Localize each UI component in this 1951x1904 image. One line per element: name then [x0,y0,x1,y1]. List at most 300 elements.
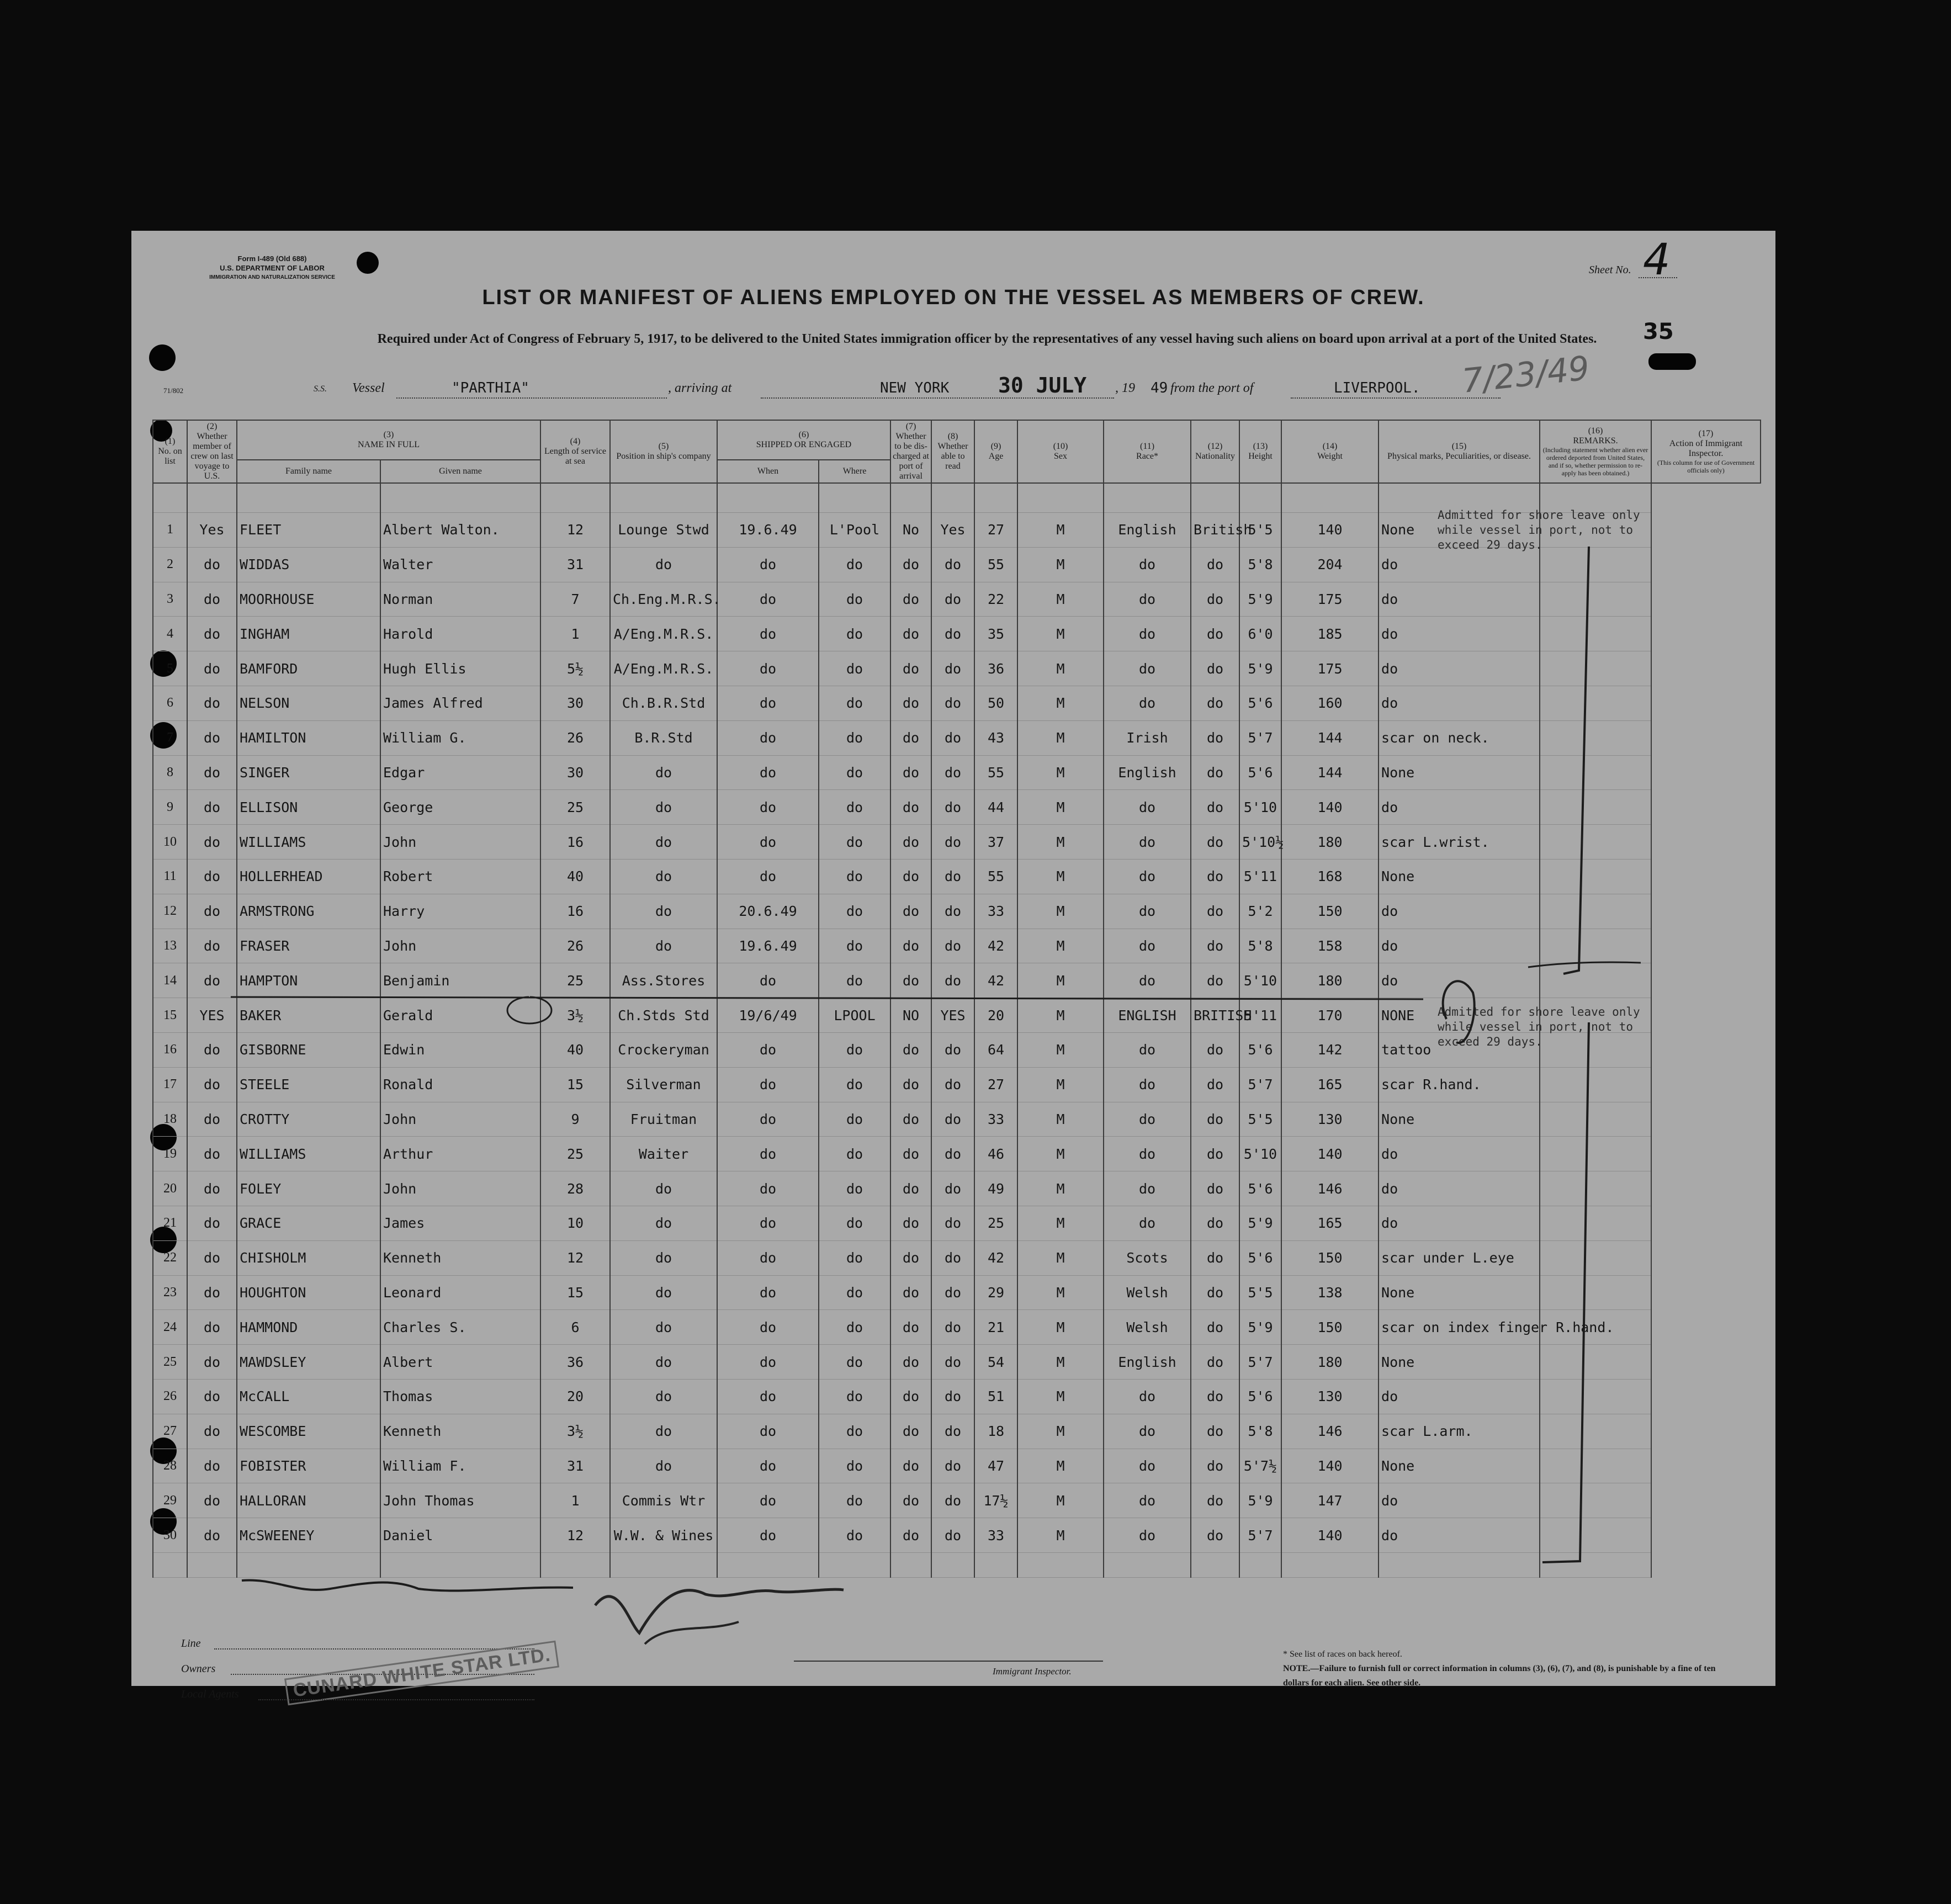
nationality-cell: do [1191,894,1239,929]
height-cell: 5'7 [1239,720,1281,755]
race-cell: do [1104,1518,1191,1553]
weight-cell: 147 [1281,1483,1379,1518]
age-cell: 50 [974,686,1017,720]
height-cell: 5'7 [1239,1518,1281,1553]
age-cell: 36 [974,651,1017,686]
shipped-where-cell: do [819,825,890,860]
age-cell: 35 [974,617,1017,651]
height-cell: 5'6 [1239,1240,1281,1275]
table-row [153,1240,1761,1275]
given-name-cell: John [380,929,540,963]
remarks-shore-leave-2: Admitted for shore leave only while vessel in port, not to exceed 29 days. [1438,1005,1640,1048]
table-row [153,617,1761,651]
remarks-cell [1540,1137,1651,1171]
discharged-cell: do [890,1310,931,1345]
service-cell: 1 [540,1483,610,1518]
race-cell: do [1104,1414,1191,1449]
nationality-cell: do [1191,1483,1239,1518]
given-name-cell: Arthur [380,1137,540,1171]
sheet-label: Sheet No. [1589,264,1631,276]
shipped-when-cell: do [717,1449,819,1483]
table-row [153,582,1761,617]
race-cell: do [1104,963,1191,998]
position-cell: do [610,1414,717,1449]
handwritten-date: 7/23/49 [1460,349,1592,401]
remarks-cell [1540,1067,1651,1102]
nationality-cell: do [1191,720,1239,755]
height-cell: 5'6 [1239,686,1281,720]
family-name-cell: CROTTY [237,1102,380,1137]
shipped-where-cell: do [819,1102,890,1137]
shipped-when-cell: 19/6/49 [717,998,819,1033]
sheet-dotline [1639,277,1677,278]
shipped-where-cell: do [819,1275,890,1310]
able-to-read-cell: do [931,1206,974,1240]
physical-marks-cell: do [1379,617,1540,651]
shipped-when-cell: do [717,1206,819,1240]
shipped-where-cell: do [819,1310,890,1345]
spacer-row [153,1552,1761,1577]
able-to-read-cell: do [931,1137,974,1171]
remarks-cell [1540,1483,1651,1518]
row-number: 22 [153,1240,187,1275]
sex-cell: M [1017,825,1104,860]
nationality-cell: do [1191,1137,1239,1171]
table-row [153,1171,1761,1206]
race-cell: do [1104,825,1191,860]
family-name-cell: SINGER [237,755,380,790]
weight-cell: 185 [1281,617,1379,651]
discharged-cell: do [890,1171,931,1206]
row-number: 28 [153,1449,187,1483]
nationality-cell: do [1191,617,1239,651]
age-cell: 27 [974,513,1017,548]
nationality-cell: do [1191,1414,1239,1449]
given-name-cell: William G. [380,720,540,755]
weight-cell: 180 [1281,963,1379,998]
race-cell: do [1104,582,1191,617]
shipped-when-cell: do [717,1345,819,1380]
sex-cell: M [1017,1206,1104,1240]
given-name-cell: Leonard [380,1275,540,1310]
physical-marks-cell: scar on neck. [1379,720,1540,755]
table-row [153,859,1761,894]
sex-cell: M [1017,1483,1104,1518]
height-cell: 5'6 [1239,1379,1281,1414]
sex-cell: M [1017,790,1104,825]
row-number: 20 [153,1171,187,1206]
year: 49 [1151,380,1168,396]
shipped-when-cell: do [717,1171,819,1206]
race-cell: do [1104,686,1191,720]
able-to-read-cell: do [931,1067,974,1102]
given-name-cell: Daniel [380,1518,540,1553]
able-to-read-cell: do [931,1345,974,1380]
sex-cell: M [1017,651,1104,686]
service-cell: 16 [540,894,610,929]
shipped-when-cell: do [717,1310,819,1345]
remarks-cell [1540,720,1651,755]
able-to-read-cell: do [931,755,974,790]
nationality-cell: do [1191,686,1239,720]
height-cell: 5'9 [1239,1483,1281,1518]
remarks-shore-leave-1: Admitted for shore leave only while vessel in port, not to exceed 29 days. [1438,508,1640,551]
able-to-read-cell: do [931,825,974,860]
line-label: Line [181,1637,201,1650]
able-to-read-cell: do [931,651,974,686]
position-cell: do [610,755,717,790]
service-cell: 30 [540,755,610,790]
shipped-when-cell: do [717,755,819,790]
previous-voyage-cell: do [187,755,237,790]
able-to-read-cell: do [931,547,974,582]
departure-port: LIVERPOOL. [1334,380,1420,396]
weight-cell: 144 [1281,755,1379,790]
physical-marks-cell: tattoo [1379,1032,1540,1067]
previous-voyage-cell: Yes [187,513,237,548]
family-name-cell: HOLLERHEAD [237,859,380,894]
remarks-cell [1540,859,1651,894]
position-cell: do [610,1449,717,1483]
nationality-cell: do [1191,1345,1239,1380]
arrival-date: 30 JULY [998,373,1087,397]
physical-marks-cell: do [1379,1206,1540,1240]
remarks-cell [1540,894,1651,929]
sheet-number: 4 [1643,235,1671,285]
row-number: 12 [153,894,187,929]
family-name-cell: WIDDAS [237,547,380,582]
col-previous-voyage-header: (2) Whether member of crew on last voyage to U.S. [187,420,237,483]
family-name-cell: STEELE [237,1067,380,1102]
shipped-when-cell: do [717,790,819,825]
physical-marks-cell: do [1379,651,1540,686]
height-cell: 5'8 [1239,547,1281,582]
previous-voyage-cell: do [187,1483,237,1518]
shipped-where-cell: do [819,1449,890,1483]
weight-cell: 140 [1281,1518,1379,1553]
col-name-header: (3) NAME IN FULL [237,420,540,460]
previous-voyage-cell: do [187,547,237,582]
row-number: 17 [153,1067,187,1102]
table-row [153,651,1761,686]
nationality-cell: do [1191,963,1239,998]
sex-cell: M [1017,1414,1104,1449]
given-name-cell: Albert [380,1345,540,1380]
shipped-where-cell: do [819,1032,890,1067]
local-agents-label: Local Agents [181,1688,239,1700]
row-number: 15 [153,998,187,1033]
race-cell: do [1104,1032,1191,1067]
previous-voyage-cell: do [187,1414,237,1449]
shipped-when-cell: do [717,617,819,651]
previous-voyage-cell: do [187,825,237,860]
family-name-cell: INGHAM [237,617,380,651]
service-cell: 25 [540,963,610,998]
remarks-cell [1540,1414,1651,1449]
arrival-dotline [761,397,1114,399]
given-name-cell: James Alfred [380,686,540,720]
able-to-read-cell: do [931,1102,974,1137]
race-cell: Scots [1104,1240,1191,1275]
family-name-cell: HOUGHTON [237,1275,380,1310]
previous-voyage-cell: do [187,1240,237,1275]
race-cell: do [1104,1067,1191,1102]
family-name-cell: HAMILTON [237,720,380,755]
shipped-where-cell: do [819,651,890,686]
given-name-cell: John [380,1171,540,1206]
able-to-read-cell: do [931,1275,974,1310]
table-row [153,1379,1761,1414]
previous-voyage-cell: do [187,963,237,998]
race-cell: do [1104,1137,1191,1171]
family-name-cell: MAWDSLEY [237,1345,380,1380]
col-age-header: (9) Age [974,420,1017,483]
service-cell: 31 [540,547,610,582]
discharged-cell: do [890,651,931,686]
previous-voyage-cell: do [187,790,237,825]
discharged-cell: do [890,1449,931,1483]
family-name-cell: FOLEY [237,1171,380,1206]
physical-marks-cell: scar R.hand. [1379,1067,1540,1102]
page-subtitle: Required under Act of Congress of February 5, 1917, to be delivered to the United States immigration officer by the representatives of any vessel having such aliens on board upon arrival at a port of the United States. [377,332,1597,346]
physical-marks-cell: do [1379,963,1540,998]
given-name-cell: Kenneth [380,1240,540,1275]
height-cell: 5'6 [1239,1032,1281,1067]
sex-cell: M [1017,720,1104,755]
nationality-cell: do [1191,929,1239,963]
table-row [153,1483,1761,1518]
position-cell: A/Eng.M.R.S. [610,617,717,651]
given-name-cell: Harold [380,617,540,651]
shipped-where-cell: do [819,1379,890,1414]
age-cell: 51 [974,1379,1017,1414]
height-cell: 5'11 [1239,998,1281,1033]
sex-cell: M [1017,929,1104,963]
family-name-cell: WESCOMBE [237,1414,380,1449]
row-number: 1 [153,513,187,548]
age-cell: 17½ [974,1483,1017,1518]
able-to-read-cell: do [931,929,974,963]
given-name-cell: Gerald [380,998,540,1033]
position-cell: do [610,547,717,582]
col-nationality-header: (12) Nationality [1191,420,1239,483]
previous-voyage-cell: do [187,1379,237,1414]
given-name-cell: John [380,1102,540,1137]
sex-cell: M [1017,894,1104,929]
physical-marks-cell: do [1379,929,1540,963]
height-cell: 5'8 [1239,1414,1281,1449]
weight-cell: 165 [1281,1067,1379,1102]
discharged-cell: do [890,790,931,825]
shipped-when-cell: do [717,1067,819,1102]
vessel-dotline [396,397,667,399]
position-cell: B.R.Std [610,720,717,755]
shipped-where-cell: do [819,1137,890,1171]
position-cell: W.W. & Wines [610,1518,717,1553]
physical-marks-cell: do [1379,582,1540,617]
row-number: 27 [153,1414,187,1449]
previous-voyage-cell: do [187,1275,237,1310]
row-number: 21 [153,1206,187,1240]
previous-voyage-cell: do [187,1171,237,1206]
remarks-cell [1540,929,1651,963]
col-height-header: (13) Height [1239,420,1281,483]
race-note: * See list of races on back hereof. [1283,1650,1402,1659]
family-name-cell: WILLIAMS [237,1137,380,1171]
position-cell: do [610,859,717,894]
given-name-cell: Walter [380,547,540,582]
table-row [153,755,1761,790]
shipped-where-cell: do [819,686,890,720]
height-cell: 5'7½ [1239,1449,1281,1483]
weight-cell: 150 [1281,1240,1379,1275]
remarks-cell [1540,582,1651,617]
shipped-where-cell: do [819,582,890,617]
able-to-read-cell: do [931,1171,974,1206]
row-number: 3 [153,582,187,617]
nationality-cell: do [1191,755,1239,790]
position-cell: Fruitman [610,1102,717,1137]
race-cell: do [1104,929,1191,963]
remarks-cell [1540,651,1651,686]
age-cell: 54 [974,1345,1017,1380]
age-cell: 43 [974,720,1017,755]
discharged-cell: NO [890,998,931,1033]
discharged-cell: do [890,1137,931,1171]
height-cell: 5'9 [1239,1206,1281,1240]
service-cell: 16 [540,825,610,860]
position-cell: do [610,1275,717,1310]
shipped-where-cell: do [819,720,890,755]
shipped-where-cell: do [819,755,890,790]
position-cell: Ass.Stores [610,963,717,998]
family-name-cell: McSWEENEY [237,1518,380,1553]
from-port-label: from the port of [1170,381,1254,395]
able-to-read-cell: do [931,1032,974,1067]
remarks-cell [1540,1206,1651,1240]
family-name-cell: MOORHOUSE [237,582,380,617]
age-cell: 55 [974,859,1017,894]
row-number: 5 [153,651,187,686]
position-cell: do [610,1379,717,1414]
discharged-cell: do [890,1483,931,1518]
age-cell: 49 [974,1171,1017,1206]
weight-cell: 170 [1281,998,1379,1033]
race-cell: English [1104,513,1191,548]
shipped-where-cell: do [819,1483,890,1518]
previous-voyage-cell: do [187,1206,237,1240]
height-cell: 5'2 [1239,894,1281,929]
row-number: 4 [153,617,187,651]
family-name-cell: HAMMOND [237,1310,380,1345]
physical-marks-cell: None [1379,1102,1540,1137]
height-cell: 5'10 [1239,790,1281,825]
previous-voyage-cell: do [187,582,237,617]
race-cell: Irish [1104,720,1191,755]
col-race-header: (11) Race* [1104,420,1191,483]
weight-cell: 175 [1281,651,1379,686]
height-cell: 6'0 [1239,617,1281,651]
discharged-cell: do [890,1275,931,1310]
position-cell: do [610,1345,717,1380]
corner-number: 35 [1643,319,1674,344]
weight-cell: 140 [1281,1137,1379,1171]
nationality-cell: do [1191,1240,1239,1275]
col-service-header: (4) Length of service at sea [540,420,610,483]
row-number: 30 [153,1518,187,1553]
table-row [153,1206,1761,1240]
discharged-cell: do [890,1206,931,1240]
physical-marks-cell: do [1379,547,1540,582]
given-name-cell: Harry [380,894,540,929]
shipped-when-cell: 19.6.49 [717,513,819,548]
discharged-cell: do [890,755,931,790]
row-number: 7 [153,720,187,755]
shipped-when-cell: do [717,1414,819,1449]
height-cell: 5'6 [1239,755,1281,790]
remarks-cell [1540,1518,1651,1553]
nationality-cell: do [1191,1449,1239,1483]
age-cell: 64 [974,1032,1017,1067]
given-name-cell: William F. [380,1449,540,1483]
age-cell: 44 [974,790,1017,825]
punch-hole [149,344,176,371]
nationality-cell: BRITISH [1191,998,1239,1033]
weight-cell: 158 [1281,929,1379,963]
physical-marks-cell: None [1379,1345,1540,1380]
previous-voyage-cell: do [187,1345,237,1380]
race-cell: English [1104,755,1191,790]
form-code: 71/802 [163,386,184,395]
family-name-cell: GISBORNE [237,1032,380,1067]
family-name-cell: FLEET [237,513,380,548]
shipped-where-cell: do [819,1206,890,1240]
given-name-cell: Edgar [380,755,540,790]
col-remarks-header: (16) REMARKS. (Including statement whether alien ever ordered deported from United States, and if so, whether permission to re-apply has been obtained.) [1540,420,1651,483]
table-row [153,929,1761,963]
shipped-when-cell: 20.6.49 [717,894,819,929]
crew-manifest-table [152,420,1761,1578]
given-name-cell: Kenneth [380,1414,540,1449]
discharged-cell: do [890,1032,931,1067]
discharged-cell: do [890,963,931,998]
race-cell: do [1104,651,1191,686]
shipped-where-cell: do [819,859,890,894]
remarks-cell [1540,1379,1651,1414]
sex-cell: M [1017,1171,1104,1206]
shipped-when-cell: do [717,686,819,720]
sex-cell: M [1017,582,1104,617]
discharged-cell: do [890,1414,931,1449]
weight-cell: 130 [1281,1102,1379,1137]
able-to-read-cell: YES [931,998,974,1033]
weight-cell: 130 [1281,1379,1379,1414]
row-number: 14 [153,963,187,998]
service-cell: 40 [540,859,610,894]
weight-cell: 140 [1281,790,1379,825]
able-to-read-cell: Yes [931,513,974,548]
able-to-read-cell: do [931,894,974,929]
able-to-read-cell: do [931,1449,974,1483]
race-cell: do [1104,894,1191,929]
department: U.S. DEPARTMENT OF LABOR [220,264,325,272]
service-cell: 15 [540,1067,610,1102]
sex-cell: M [1017,1275,1104,1310]
sex-cell: M [1017,1449,1104,1483]
age-cell: 33 [974,894,1017,929]
age-cell: 20 [974,998,1017,1033]
height-cell: 5'5 [1239,1102,1281,1137]
